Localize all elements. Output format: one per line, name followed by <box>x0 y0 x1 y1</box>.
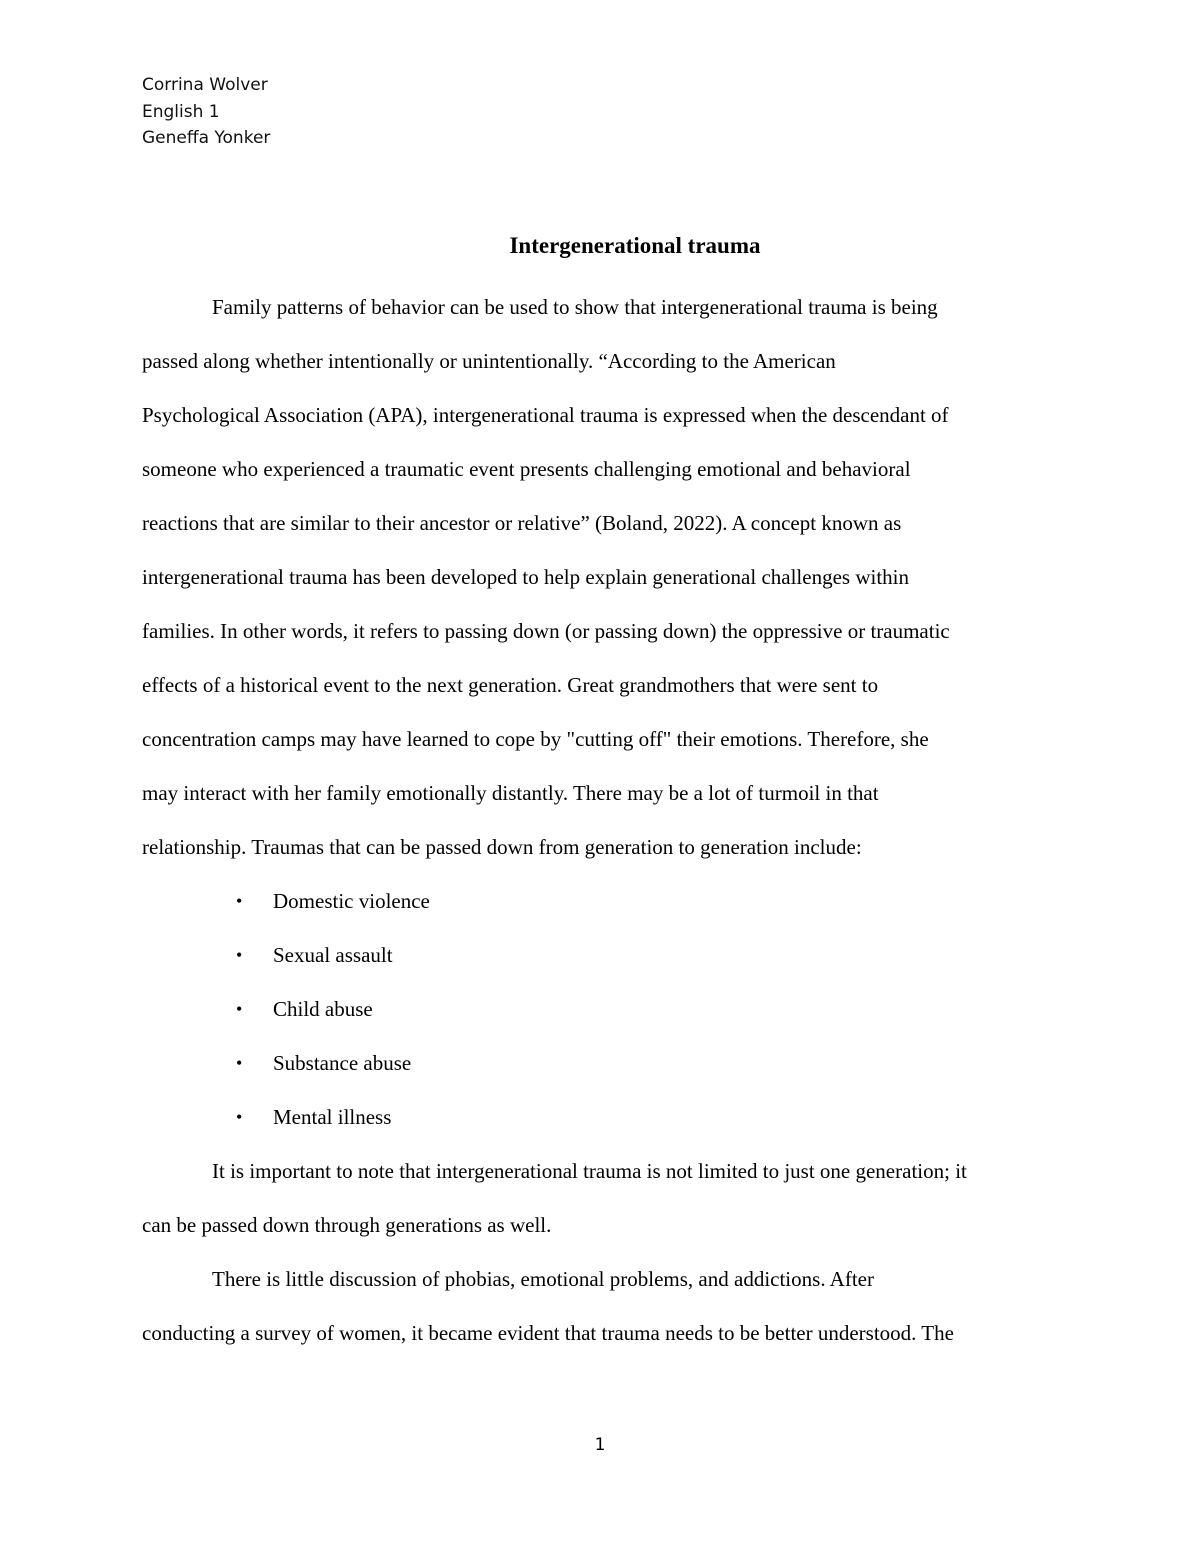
paragraph-1-line: Family patterns of behavior can be used to show that intergenerational trauma is being <box>212 295 938 319</box>
trauma-list <box>142 874 1072 1144</box>
list-item <box>142 928 1072 982</box>
list-item <box>142 1036 1072 1090</box>
author-name: Corrina Wolver <box>142 75 268 95</box>
instructor-name: Geneffa Yonker <box>142 128 271 148</box>
paragraph-1-line: concentration camps may have learned to cope by "cutting off" their emotions. Therefore, she <box>142 727 929 751</box>
document-body <box>142 280 1072 1360</box>
paragraph-3-line: There is little discussion of phobias, emotional problems, and addictions. After <box>212 1267 874 1291</box>
list-item <box>142 1090 1072 1144</box>
paragraph-1-line: intergenerational trauma has been developed to help explain generational challenges within <box>142 565 909 589</box>
paragraph-1-line: passed along whether intentionally or unintentionally. “According to the American <box>142 349 836 373</box>
bullet-icon: • <box>236 891 243 911</box>
list-item <box>142 874 1072 928</box>
document-title: Intergenerational trauma <box>509 233 761 258</box>
list-item-text: Domestic violence <box>273 889 430 913</box>
paragraph-1-line: relationship. Traumas that can be passed down from generation to generation include: <box>142 835 862 859</box>
list-item-text: Child abuse <box>273 997 373 1021</box>
paragraph-1-line: families. In other words, it refers to passing down (or passing down) the oppressive or traumatic <box>142 619 950 643</box>
bullet-icon: • <box>236 945 243 965</box>
list-item-text: Sexual assault <box>273 943 393 967</box>
list-item <box>142 982 1072 1036</box>
course-name: English 1 <box>142 101 220 122</box>
bullet-icon: • <box>236 999 243 1019</box>
paragraph-1-line: effects of a historical event to the next generation. Great grandmothers that were sent to <box>142 673 879 697</box>
paragraph-1-line: reactions that are similar to their ancestor or relative” (Boland, 2022). A concept known as <box>142 511 902 535</box>
bullet-icon: • <box>236 1107 243 1127</box>
list-item-text: Substance abuse <box>273 1051 412 1075</box>
list-item-text: Mental illness <box>273 1105 392 1129</box>
paragraph-1-line: Psychological Association (APA), intergenerational trauma is expressed when the descendant of <box>142 403 949 427</box>
paragraph-1-line: someone who experienced a traumatic event presents challenging emotional and behavioral <box>142 457 911 481</box>
paragraph-3-line: conducting a survey of women, it became evident that trauma needs to be better understood. The <box>142 1321 954 1345</box>
bullet-icon: • <box>236 1053 243 1073</box>
paragraph-2-line: It is important to note that intergenerational trauma is not limited to just one generation; it <box>212 1159 967 1183</box>
paragraph-1-line: may interact with her family emotionally distantly. There may be a lot of turmoil in that <box>142 781 879 805</box>
page-number: 1 <box>594 1435 606 1455</box>
paragraph-2-line: can be passed down through generations as well. <box>142 1213 552 1237</box>
document-header <box>142 72 270 152</box>
